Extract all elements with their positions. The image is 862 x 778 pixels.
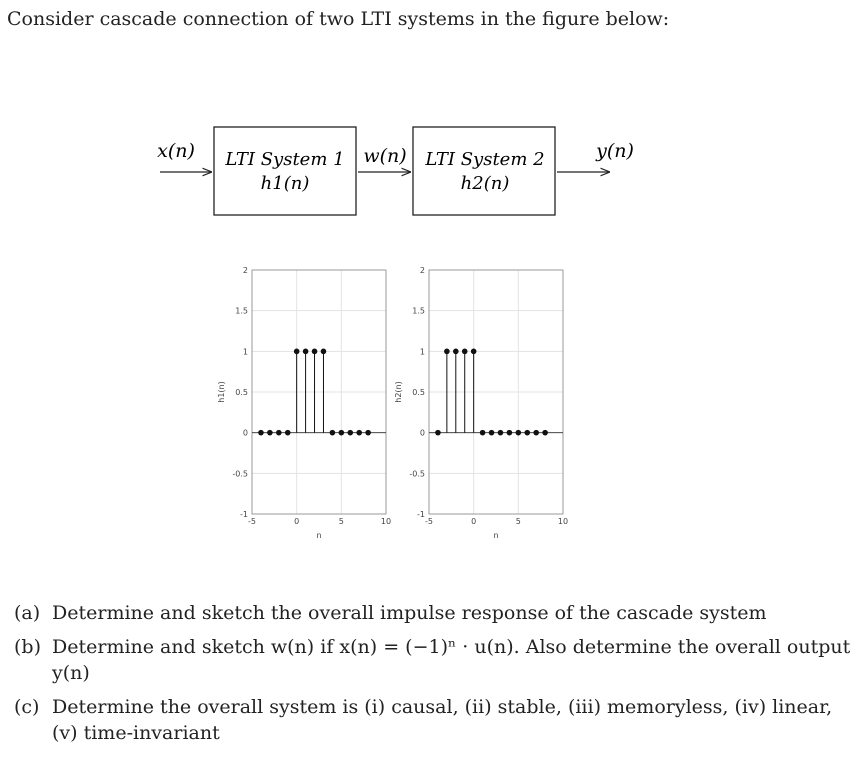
stem-marker <box>462 349 468 355</box>
question-text: Determine the overall system is (i) causal, (ii) stable, (iii) memoryless, (iv) linear, (v) time-invariant <box>52 696 833 744</box>
y-tick-label: 0.5 <box>235 388 248 397</box>
x-axis-label: n <box>316 531 322 540</box>
stem-marker <box>516 430 522 436</box>
y-tick-label: 0.5 <box>412 388 425 397</box>
system1-box <box>214 127 356 215</box>
system2-title: LTI System 2 <box>425 149 545 170</box>
stem-marker <box>489 430 495 436</box>
question-text: Determine and sketch the overall impulse response of the cascade system <box>52 602 767 624</box>
y-tick-label: -1 <box>240 510 248 519</box>
x-tick-label: 0 <box>294 517 300 526</box>
output-label: y(n) <box>596 140 634 162</box>
stem-marker <box>356 430 362 436</box>
x-tick-label: 10 <box>557 517 569 526</box>
stem-marker <box>312 349 318 355</box>
h2-stem-plot <box>377 262 577 562</box>
question-text: Determine and sketch w(n) if x(n) = (−1)ⁿ · u(n). Also determine the overall output y(n) <box>52 636 851 684</box>
stem-marker <box>542 430 548 436</box>
y-tick-label: 1 <box>242 347 248 357</box>
stem-marker <box>294 349 300 355</box>
input-label: x(n) <box>157 140 195 162</box>
y-tick-label: 1 <box>419 347 425 357</box>
stem-marker <box>303 349 309 355</box>
system2-box <box>413 127 555 215</box>
system1-title: LTI System 1 <box>225 149 345 170</box>
stem-marker <box>533 430 539 436</box>
stem-marker <box>524 430 530 436</box>
x-tick-label: 5 <box>515 517 521 526</box>
stem-marker <box>498 430 504 436</box>
system2-impulse: h2(n) <box>460 173 510 194</box>
x-tick-label: 10 <box>380 517 392 526</box>
y-tick-label: 0 <box>242 428 248 438</box>
stem-marker <box>267 430 273 436</box>
stem-marker <box>339 430 345 436</box>
intro-text: Consider cascade connection of two LTI systems in the figure below: <box>7 8 670 30</box>
question-label: (c) <box>14 696 40 718</box>
y-tick-label: -0.5 <box>232 469 248 479</box>
y-tick-label: 1.5 <box>412 306 425 316</box>
stem-marker <box>480 430 486 436</box>
y-axis-label: h1(n) <box>217 381 226 403</box>
question-a <box>14 600 852 626</box>
stem-marker <box>347 430 353 436</box>
question-label: (a) <box>14 602 41 624</box>
stem-marker <box>507 430 513 436</box>
y-tick-label: -1 <box>417 510 425 519</box>
stem-marker <box>444 349 450 355</box>
stem-marker <box>330 430 336 436</box>
stem-marker <box>471 349 477 355</box>
stem-marker <box>276 430 282 436</box>
h1-stem-plot <box>200 262 400 562</box>
question-label: (b) <box>14 636 41 658</box>
x-axis-label: n <box>493 531 499 540</box>
question-list <box>14 600 852 754</box>
stem-marker <box>435 430 441 436</box>
stem-marker <box>258 430 264 436</box>
y-tick-label: 2 <box>419 266 425 275</box>
mid-label: w(n) <box>363 145 407 167</box>
x-tick-label: -5 <box>425 517 433 526</box>
y-tick-label: 0 <box>419 428 425 438</box>
stem-marker <box>285 430 291 436</box>
y-tick-label: -0.5 <box>409 469 425 479</box>
y-tick-label: 1.5 <box>235 306 248 316</box>
question-b <box>14 634 852 686</box>
x-tick-label: -5 <box>248 517 256 526</box>
y-tick-label: 2 <box>242 266 248 275</box>
question-c <box>14 694 852 746</box>
y-axis-label: h2(n) <box>394 381 403 403</box>
x-tick-label: 0 <box>471 517 477 526</box>
system1-impulse: h1(n) <box>260 173 310 194</box>
stem-marker <box>321 349 327 355</box>
stem-marker <box>453 349 459 355</box>
stem-marker <box>365 430 371 436</box>
x-tick-label: 5 <box>338 517 344 526</box>
